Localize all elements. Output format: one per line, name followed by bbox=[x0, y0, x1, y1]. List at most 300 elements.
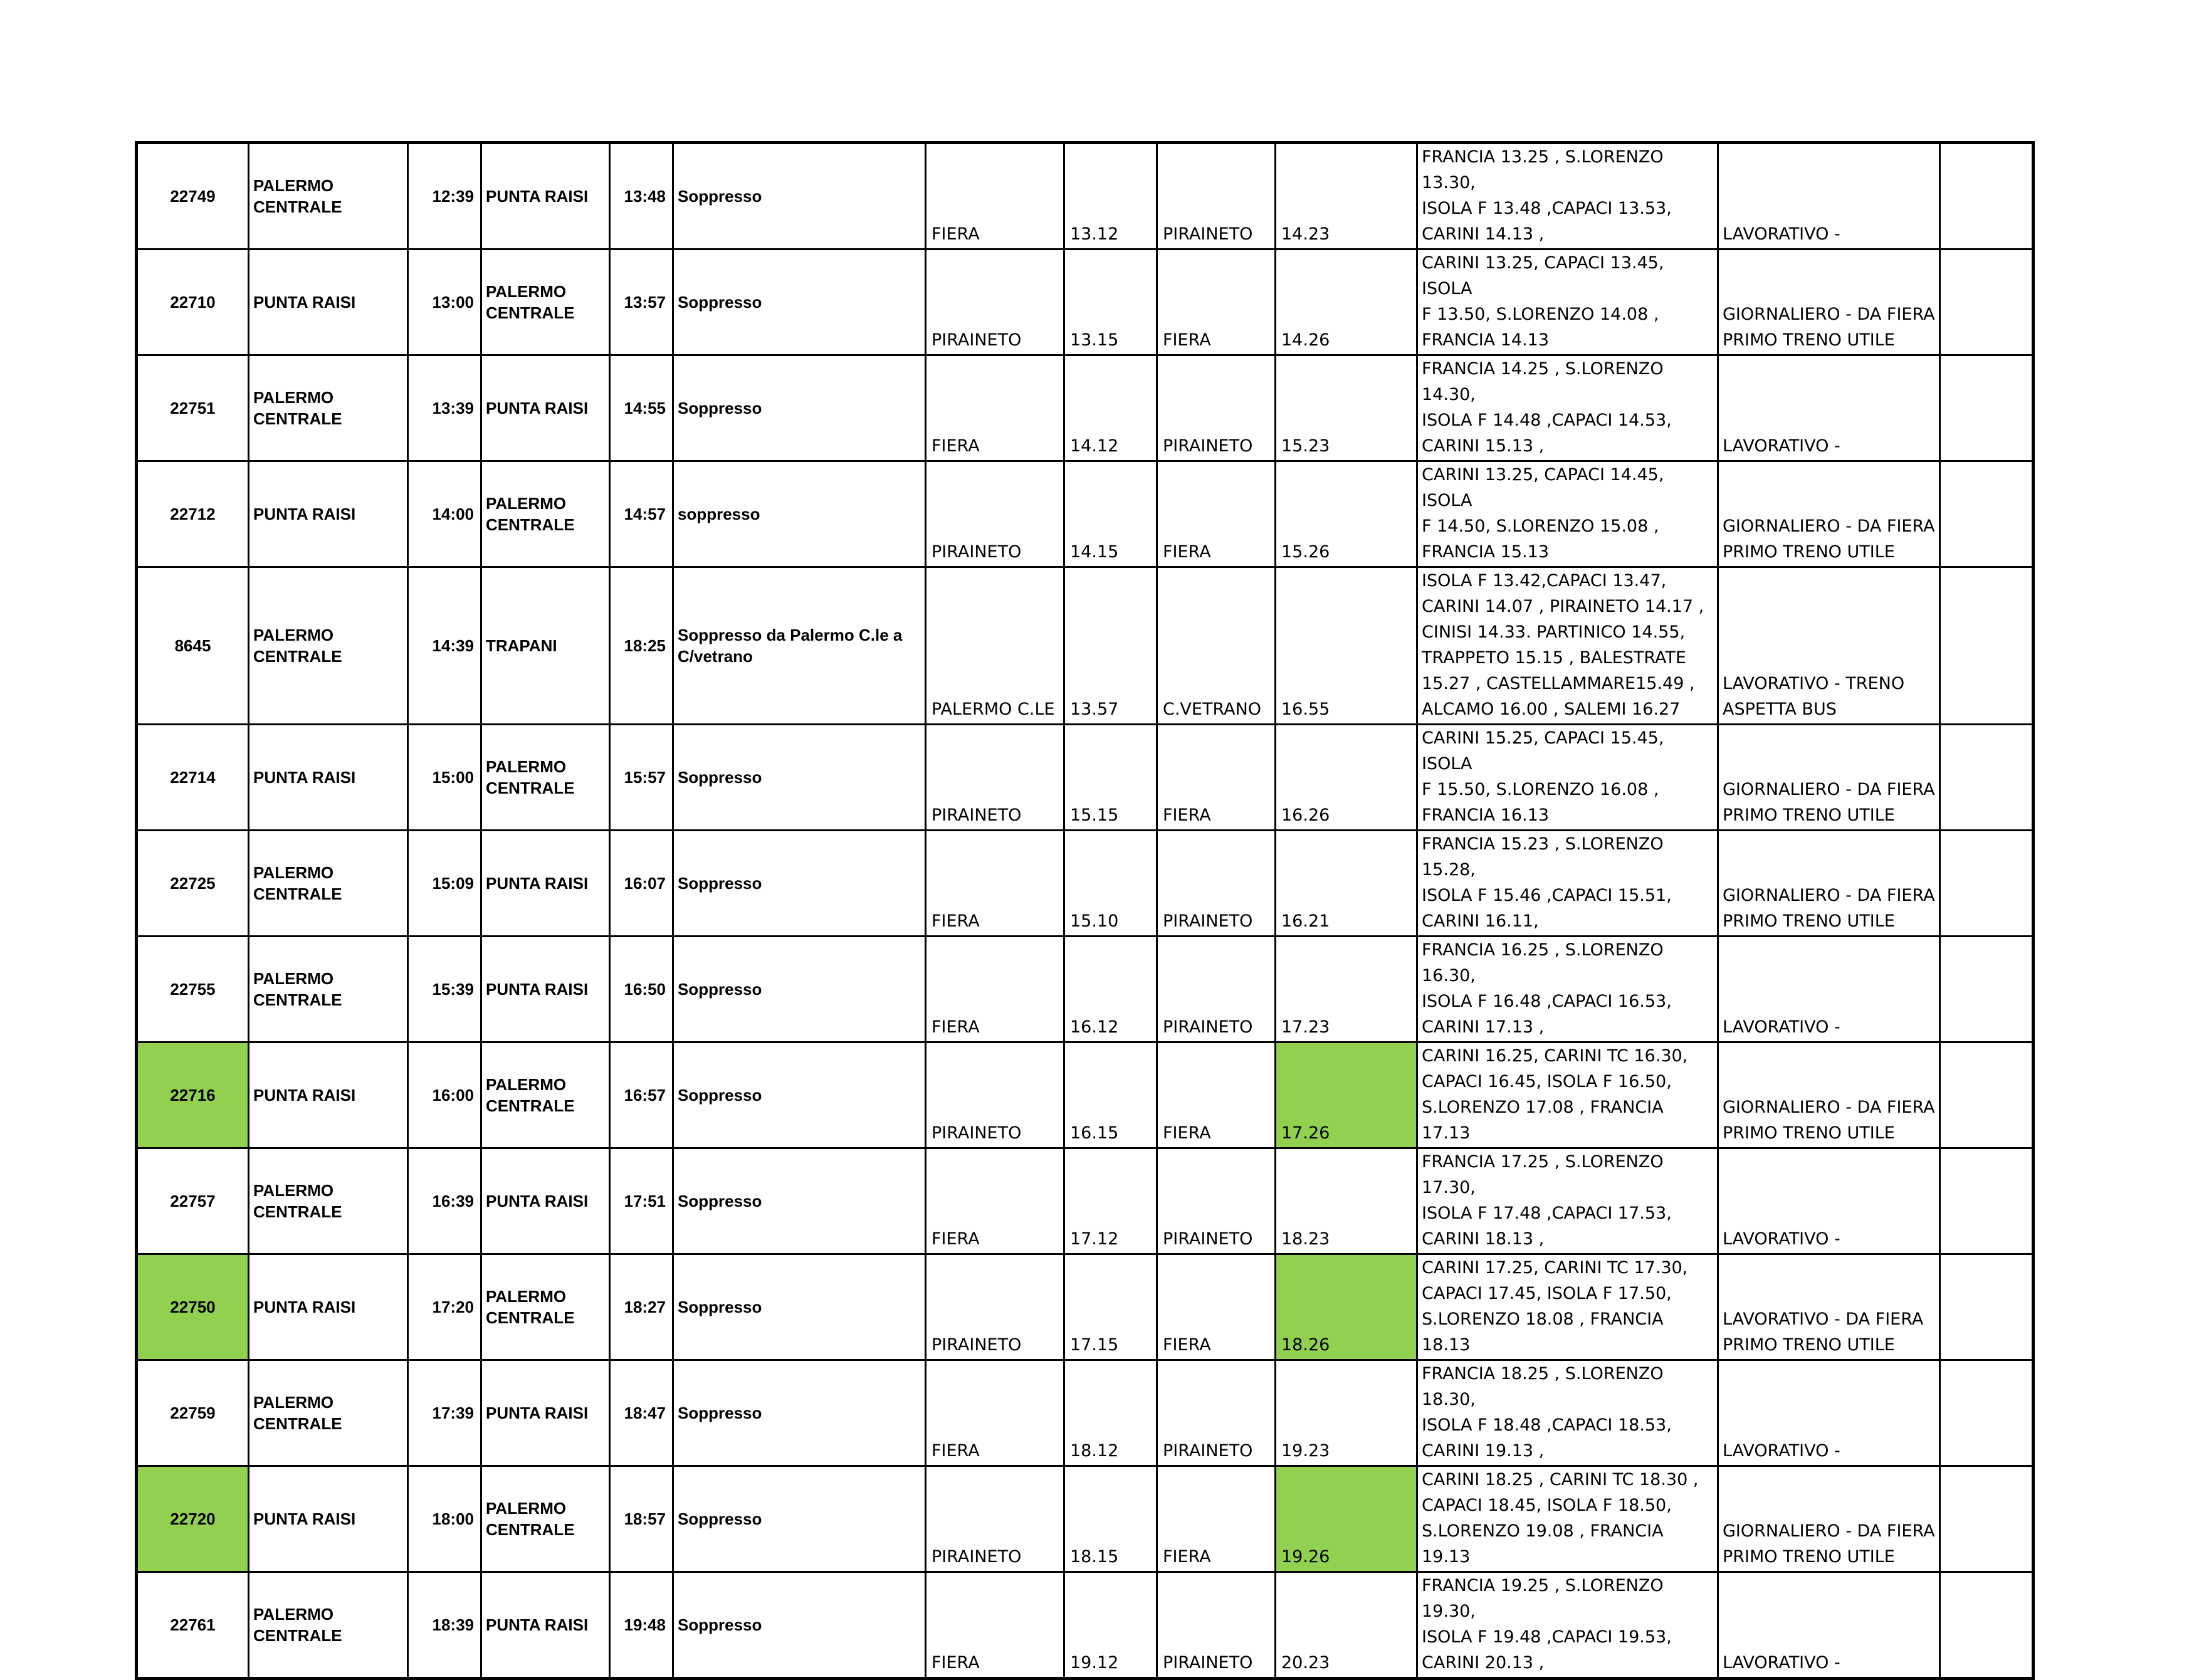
service-notes bbox=[1718, 143, 1940, 249]
bus-destination bbox=[1157, 1572, 1276, 1679]
arrival-time-text: 16:50 bbox=[624, 980, 666, 999]
bus-origin bbox=[926, 1572, 1064, 1679]
status-text-text: Soppresso bbox=[678, 1509, 762, 1528]
bus-departure bbox=[1064, 1572, 1157, 1679]
bus-stops bbox=[1417, 1254, 1718, 1360]
train-number-text: 22755 bbox=[170, 980, 216, 999]
destination-station bbox=[481, 937, 610, 1042]
origin-station-text: PUNTA RAISI bbox=[253, 293, 356, 312]
origin-station bbox=[249, 355, 408, 461]
status-text bbox=[673, 567, 926, 725]
bus-arrival-text: 14.26 bbox=[1281, 330, 1330, 350]
destination-station-text: PALERMO CENTRALE bbox=[486, 1287, 575, 1327]
bus-destination bbox=[1157, 143, 1276, 249]
bus-departure bbox=[1064, 831, 1157, 937]
bus-departure-text: 18.15 bbox=[1070, 1547, 1119, 1567]
bus-stops-text: FRANCIA 14.25 , S.LORENZO 14.30, ISOLA F 14.48 ,CAPACI 14.53, CARINI 15.13 , bbox=[1422, 359, 1672, 456]
arrival-time-text: 16:57 bbox=[624, 1086, 666, 1105]
bus-stops-text: CARINI 15.25, CAPACI 15.45, ISOLA F 15.50, S.LORENZO 16.08 , FRANCIA 16.13 bbox=[1422, 728, 1664, 825]
departure-time bbox=[408, 1042, 481, 1148]
service-notes-text: LAVORATIVO - bbox=[1723, 436, 1840, 456]
extra-cell bbox=[1940, 567, 2034, 725]
bus-stops bbox=[1417, 249, 1718, 355]
extra-cell bbox=[1940, 937, 2034, 1042]
status-text bbox=[673, 1572, 926, 1679]
destination-station bbox=[481, 1148, 610, 1254]
bus-destination-text: PIRAINETO bbox=[1163, 436, 1253, 456]
bus-arrival-text: 14.23 bbox=[1281, 224, 1330, 244]
timetable-body bbox=[137, 143, 2034, 1679]
train-number-text: 22714 bbox=[170, 768, 216, 787]
arrival-time bbox=[610, 355, 673, 461]
status-text-text: Soppresso bbox=[678, 1404, 762, 1422]
bus-destination-text: FIERA bbox=[1163, 330, 1211, 350]
arrival-time bbox=[610, 143, 673, 249]
train-number bbox=[137, 1466, 249, 1572]
table-row bbox=[137, 1254, 2034, 1360]
arrival-time bbox=[610, 1148, 673, 1254]
departure-time-text: 17:20 bbox=[432, 1298, 474, 1316]
bus-departure bbox=[1064, 1254, 1157, 1360]
status-text bbox=[673, 1148, 926, 1254]
table-row bbox=[137, 1148, 2034, 1254]
service-notes-text: GIORNALIERO - DA FIERA PRIMO TRENO UTILE bbox=[1723, 1521, 1935, 1567]
bus-arrival bbox=[1276, 1466, 1417, 1572]
origin-station-text: PALERMO CENTRALE bbox=[253, 388, 342, 428]
extra-cell bbox=[1940, 143, 2034, 249]
origin-station bbox=[249, 831, 408, 937]
bus-departure-text: 13.57 bbox=[1070, 700, 1119, 719]
bus-destination-text: FIERA bbox=[1163, 1547, 1211, 1567]
bus-origin bbox=[926, 1466, 1064, 1572]
train-number bbox=[137, 1572, 249, 1679]
service-notes bbox=[1718, 461, 1940, 567]
bus-stops-text: FRANCIA 16.25 , S.LORENZO 16.30, ISOLA F 16.48 ,CAPACI 16.53, CARINI 17.13 , bbox=[1422, 940, 1672, 1037]
bus-destination-text: PIRAINETO bbox=[1163, 1017, 1253, 1037]
train-number bbox=[137, 461, 249, 567]
arrival-time bbox=[610, 1466, 673, 1572]
bus-departure-text: 13.12 bbox=[1070, 224, 1119, 244]
train-number bbox=[137, 937, 249, 1042]
origin-station bbox=[249, 461, 408, 567]
table-row bbox=[137, 143, 2034, 249]
train-number-text: 22757 bbox=[170, 1192, 216, 1210]
bus-stops-text: ISOLA F 13.42,CAPACI 13.47, CARINI 14.07 , PIRAINETO 14.17 , CINISI 14.33. PARTINICO 14.55, TRAPPETO 15.15 , BALESTRATE 15.27 , CASTELLAMMARE15.49 , ALCAMO 16.00 , SALEMI 16.27 bbox=[1422, 571, 1704, 719]
origin-station-text: PUNTA RAISI bbox=[253, 1086, 356, 1105]
arrival-time-text: 13:57 bbox=[624, 293, 666, 312]
destination-station-text: PALERMO CENTRALE bbox=[486, 1499, 575, 1539]
status-text-text: Soppresso bbox=[678, 874, 762, 893]
status-text-text: Soppresso bbox=[678, 1192, 762, 1210]
bus-arrival bbox=[1276, 355, 1417, 461]
arrival-time bbox=[610, 831, 673, 937]
bus-arrival bbox=[1276, 725, 1417, 831]
origin-station-text: PALERMO CENTRALE bbox=[253, 969, 342, 1009]
bus-destination bbox=[1157, 1148, 1276, 1254]
destination-station-text: PUNTA RAISI bbox=[486, 980, 589, 999]
bus-origin-text: FIERA bbox=[932, 1017, 980, 1037]
bus-origin-text: FIERA bbox=[932, 436, 980, 456]
service-notes bbox=[1718, 1254, 1940, 1360]
origin-station-text: PALERMO CENTRALE bbox=[253, 1605, 342, 1645]
status-text-text: soppresso bbox=[678, 505, 760, 523]
destination-station bbox=[481, 143, 610, 249]
bus-stops bbox=[1417, 725, 1718, 831]
bus-stops-text: CARINI 17.25, CARINI TC 17.30, CAPACI 17.45, ISOLA F 17.50, S.LORENZO 18.08 , FRANCIA 18.13 bbox=[1422, 1258, 1688, 1355]
destination-station bbox=[481, 567, 610, 725]
service-notes bbox=[1718, 355, 1940, 461]
bus-stops-text: CARINI 13.25, CAPACI 13.45, ISOLA F 13.50, S.LORENZO 14.08 , FRANCIA 14.13 bbox=[1422, 253, 1664, 350]
bus-destination-text: PIRAINETO bbox=[1163, 1229, 1253, 1249]
bus-stops-text: CARINI 13.25, CAPACI 14.45, ISOLA F 14.50, S.LORENZO 15.08 , FRANCIA 15.13 bbox=[1422, 465, 1664, 562]
bus-stops-text: FRANCIA 19.25 , S.LORENZO 19.30, ISOLA F 19.48 ,CAPACI 19.53, CARINI 20.13 , bbox=[1422, 1576, 1672, 1672]
table-row bbox=[137, 1572, 2034, 1679]
bus-departure-text: 18.12 bbox=[1070, 1441, 1119, 1461]
bus-origin bbox=[926, 937, 1064, 1042]
destination-station bbox=[481, 1572, 610, 1679]
bus-departure bbox=[1064, 1148, 1157, 1254]
extra-cell bbox=[1940, 725, 2034, 831]
origin-station-text: PALERMO CENTRALE bbox=[253, 1181, 342, 1221]
arrival-time bbox=[610, 1360, 673, 1466]
bus-origin-text: FIERA bbox=[932, 1653, 980, 1672]
table-row bbox=[137, 1042, 2034, 1148]
status-text-text: Soppresso bbox=[678, 768, 762, 787]
train-number bbox=[137, 725, 249, 831]
destination-station-text: PUNTA RAISI bbox=[486, 1192, 589, 1210]
table-row bbox=[137, 1466, 2034, 1572]
bus-origin-text: PIRAINETO bbox=[932, 330, 1022, 350]
bus-departure-text: 15.15 bbox=[1070, 806, 1119, 825]
bus-arrival bbox=[1276, 249, 1417, 355]
departure-time bbox=[408, 1466, 481, 1572]
service-notes-text: LAVORATIVO - bbox=[1723, 1017, 1840, 1037]
destination-station bbox=[481, 831, 610, 937]
extra-cell bbox=[1940, 1148, 2034, 1254]
departure-time bbox=[408, 1572, 481, 1679]
bus-departure-text: 14.15 bbox=[1070, 542, 1119, 562]
bus-destination-text: FIERA bbox=[1163, 806, 1211, 825]
bus-origin-text: FIERA bbox=[932, 1441, 980, 1461]
train-number-text: 22751 bbox=[170, 399, 216, 417]
bus-origin-text: FIERA bbox=[932, 911, 980, 931]
service-notes bbox=[1718, 1148, 1940, 1254]
origin-station-text: PUNTA RAISI bbox=[253, 505, 356, 523]
status-text bbox=[673, 1360, 926, 1466]
origin-station-text: PUNTA RAISI bbox=[253, 1509, 356, 1528]
bus-stops bbox=[1417, 355, 1718, 461]
status-text-text: Soppresso bbox=[678, 1298, 762, 1316]
status-text bbox=[673, 143, 926, 249]
bus-destination-text: PIRAINETO bbox=[1163, 1441, 1253, 1461]
origin-station bbox=[249, 567, 408, 725]
service-notes-text: GIORNALIERO - DA FIERA PRIMO TRENO UTILE bbox=[1723, 1098, 1935, 1143]
train-number-text: 22710 bbox=[170, 293, 216, 312]
departure-time bbox=[408, 1360, 481, 1466]
bus-destination bbox=[1157, 1360, 1276, 1466]
bus-departure bbox=[1064, 355, 1157, 461]
train-number-text: 22716 bbox=[170, 1086, 216, 1105]
bus-stops-text: FRANCIA 15.23 , S.LORENZO 15.28, ISOLA F 15.46 ,CAPACI 15.51, CARINI 16.11, bbox=[1422, 834, 1672, 931]
departure-time bbox=[408, 567, 481, 725]
bus-stops bbox=[1417, 1360, 1718, 1466]
bus-stops bbox=[1417, 143, 1718, 249]
bus-destination bbox=[1157, 1466, 1276, 1572]
arrival-time-text: 19:48 bbox=[624, 1615, 666, 1634]
table-row bbox=[137, 937, 2034, 1042]
departure-time-text: 12:39 bbox=[432, 187, 474, 206]
bus-destination-text: FIERA bbox=[1163, 542, 1211, 562]
bus-departure bbox=[1064, 1466, 1157, 1572]
service-notes bbox=[1718, 1572, 1940, 1679]
origin-station-text: PALERMO CENTRALE bbox=[253, 626, 342, 666]
timetable bbox=[135, 141, 2035, 1680]
bus-origin-text: FIERA bbox=[932, 224, 980, 244]
origin-station-text: PUNTA RAISI bbox=[253, 1298, 356, 1316]
departure-time-text: 16:39 bbox=[432, 1192, 474, 1210]
origin-station-text: PUNTA RAISI bbox=[253, 768, 356, 787]
departure-time-text: 13:00 bbox=[432, 293, 474, 312]
destination-station bbox=[481, 725, 610, 831]
bus-departure-text: 17.12 bbox=[1070, 1229, 1119, 1249]
arrival-time bbox=[610, 567, 673, 725]
bus-departure-text: 17.15 bbox=[1070, 1335, 1119, 1355]
bus-arrival bbox=[1276, 1148, 1417, 1254]
bus-destination bbox=[1157, 725, 1276, 831]
extra-cell bbox=[1940, 1360, 2034, 1466]
bus-arrival bbox=[1276, 831, 1417, 937]
table-row bbox=[137, 249, 2034, 355]
status-text-text: Soppresso bbox=[678, 1086, 762, 1105]
origin-station bbox=[249, 1572, 408, 1679]
destination-station-text: PALERMO CENTRALE bbox=[486, 1075, 575, 1115]
extra-cell bbox=[1940, 461, 2034, 567]
train-number bbox=[137, 831, 249, 937]
destination-station bbox=[481, 1466, 610, 1572]
departure-time-text: 17:39 bbox=[432, 1404, 474, 1422]
departure-time bbox=[408, 937, 481, 1042]
bus-departure-text: 16.15 bbox=[1070, 1123, 1119, 1143]
departure-time bbox=[408, 143, 481, 249]
train-number-text: 22725 bbox=[170, 874, 216, 893]
origin-station bbox=[249, 937, 408, 1042]
bus-stops-text: FRANCIA 18.25 , S.LORENZO 18.30, ISOLA F 18.48 ,CAPACI 18.53, CARINI 19.13 , bbox=[1422, 1364, 1672, 1461]
arrival-time bbox=[610, 1042, 673, 1148]
arrival-time bbox=[610, 249, 673, 355]
departure-time-text: 16:00 bbox=[432, 1086, 474, 1105]
destination-station-text: TRAPANI bbox=[486, 636, 557, 655]
train-number bbox=[137, 249, 249, 355]
arrival-time-text: 15:57 bbox=[624, 768, 666, 787]
origin-station bbox=[249, 249, 408, 355]
arrival-time-text: 18:25 bbox=[624, 636, 666, 655]
status-text bbox=[673, 725, 926, 831]
service-notes-text: LAVORATIVO - bbox=[1723, 1441, 1840, 1461]
bus-arrival bbox=[1276, 1360, 1417, 1466]
bus-origin-text: FIERA bbox=[932, 1229, 980, 1249]
service-notes bbox=[1718, 567, 1940, 725]
status-text bbox=[673, 461, 926, 567]
bus-origin-text: PIRAINETO bbox=[932, 806, 1022, 825]
arrival-time-text: 18:57 bbox=[624, 1509, 666, 1528]
bus-stops-text: FRANCIA 13.25 , S.LORENZO 13.30, ISOLA F 13.48 ,CAPACI 13.53, CARINI 14.13 , bbox=[1422, 147, 1672, 244]
bus-departure bbox=[1064, 567, 1157, 725]
table-row bbox=[137, 831, 2034, 937]
bus-arrival-text: 18.26 bbox=[1281, 1335, 1330, 1355]
status-text-text: Soppresso bbox=[678, 399, 762, 417]
extra-cell bbox=[1940, 249, 2034, 355]
bus-origin bbox=[926, 831, 1064, 937]
bus-stops bbox=[1417, 1572, 1718, 1679]
bus-departure bbox=[1064, 1360, 1157, 1466]
bus-arrival bbox=[1276, 1254, 1417, 1360]
bus-arrival bbox=[1276, 1042, 1417, 1148]
bus-destination bbox=[1157, 249, 1276, 355]
bus-stops bbox=[1417, 461, 1718, 567]
departure-time bbox=[408, 461, 481, 567]
bus-stops bbox=[1417, 937, 1718, 1042]
table-row bbox=[137, 355, 2034, 461]
bus-arrival-text: 18.23 bbox=[1281, 1229, 1330, 1249]
bus-departure-text: 14.12 bbox=[1070, 436, 1119, 456]
bus-arrival-text: 16.55 bbox=[1281, 700, 1330, 719]
bus-arrival-text: 15.26 bbox=[1281, 542, 1330, 562]
departure-time-text: 14:00 bbox=[432, 505, 474, 523]
bus-origin-text: PIRAINETO bbox=[932, 1123, 1022, 1143]
service-notes-text: GIORNALIERO - DA FIERA PRIMO TRENO UTILE bbox=[1723, 305, 1935, 350]
bus-destination bbox=[1157, 461, 1276, 567]
service-notes-text: LAVORATIVO - bbox=[1723, 1653, 1840, 1672]
bus-departure bbox=[1064, 725, 1157, 831]
service-notes bbox=[1718, 831, 1940, 937]
bus-stops bbox=[1417, 567, 1718, 725]
bus-origin bbox=[926, 355, 1064, 461]
arrival-time-text: 18:27 bbox=[624, 1298, 666, 1316]
arrival-time-text: 18:47 bbox=[624, 1404, 666, 1422]
train-number bbox=[137, 567, 249, 725]
bus-origin bbox=[926, 1360, 1064, 1466]
destination-station-text: PUNTA RAISI bbox=[486, 1615, 589, 1634]
bus-stops bbox=[1417, 831, 1718, 937]
origin-station bbox=[249, 1360, 408, 1466]
service-notes bbox=[1718, 725, 1940, 831]
status-text-text: Soppresso da Palermo C.le a C/vetrano bbox=[678, 626, 903, 666]
bus-stops bbox=[1417, 1148, 1718, 1254]
train-number bbox=[137, 1360, 249, 1466]
arrival-time-text: 16:07 bbox=[624, 874, 666, 893]
arrival-time-text: 14:55 bbox=[624, 399, 666, 417]
bus-departure bbox=[1064, 249, 1157, 355]
extra-cell bbox=[1940, 1466, 2034, 1572]
service-notes-text: LAVORATIVO - bbox=[1723, 1229, 1840, 1249]
bus-stops-text: FRANCIA 17.25 , S.LORENZO 17.30, ISOLA F 17.48 ,CAPACI 17.53, CARINI 18.13 , bbox=[1422, 1152, 1672, 1249]
bus-destination-text: FIERA bbox=[1163, 1335, 1211, 1355]
bus-origin bbox=[926, 567, 1064, 725]
train-number-text: 22712 bbox=[170, 505, 216, 523]
bus-departure bbox=[1064, 1042, 1157, 1148]
status-text-text: Soppresso bbox=[678, 980, 762, 999]
arrival-time-text: 17:51 bbox=[624, 1192, 666, 1210]
service-notes bbox=[1718, 249, 1940, 355]
status-text bbox=[673, 831, 926, 937]
train-number bbox=[137, 355, 249, 461]
destination-station bbox=[481, 1360, 610, 1466]
service-notes bbox=[1718, 1042, 1940, 1148]
origin-station-text: PALERMO CENTRALE bbox=[253, 176, 342, 216]
destination-station bbox=[481, 1042, 610, 1148]
departure-time-text: 14:39 bbox=[432, 636, 474, 655]
bus-departure bbox=[1064, 143, 1157, 249]
train-number bbox=[137, 143, 249, 249]
table-row bbox=[137, 461, 2034, 567]
status-text bbox=[673, 1254, 926, 1360]
bus-arrival bbox=[1276, 461, 1417, 567]
departure-time-text: 13:39 bbox=[432, 399, 474, 417]
arrival-time bbox=[610, 1572, 673, 1679]
destination-station bbox=[481, 461, 610, 567]
service-notes-text: LAVORATIVO - TRENO ASPETTA BUS bbox=[1723, 674, 1905, 719]
service-notes bbox=[1718, 1466, 1940, 1572]
arrival-time bbox=[610, 725, 673, 831]
status-text bbox=[673, 937, 926, 1042]
bus-origin bbox=[926, 1148, 1064, 1254]
destination-station-text: PALERMO CENTRALE bbox=[486, 757, 575, 797]
bus-arrival-text: 15.23 bbox=[1281, 436, 1330, 456]
extra-cell bbox=[1940, 355, 2034, 461]
train-number bbox=[137, 1148, 249, 1254]
departure-time bbox=[408, 831, 481, 937]
bus-stops-text: CARINI 18.25 , CARINI TC 18.30 , CAPACI 18.45, ISOLA F 18.50, S.LORENZO 19.08 , FRANCIA 19.13 bbox=[1422, 1470, 1699, 1567]
bus-origin-text: PIRAINETO bbox=[932, 1335, 1022, 1355]
origin-station bbox=[249, 1148, 408, 1254]
origin-station bbox=[249, 1466, 408, 1572]
destination-station-text: PALERMO CENTRALE bbox=[486, 282, 575, 322]
arrival-time-text: 14:57 bbox=[624, 505, 666, 523]
bus-origin bbox=[926, 461, 1064, 567]
status-text-text: Soppresso bbox=[678, 1615, 762, 1634]
service-notes-text: LAVORATIVO - bbox=[1723, 224, 1840, 244]
status-text bbox=[673, 249, 926, 355]
bus-arrival-text: 19.26 bbox=[1281, 1547, 1330, 1567]
train-number bbox=[137, 1042, 249, 1148]
departure-time-text: 18:39 bbox=[432, 1615, 474, 1634]
departure-time-text: 15:00 bbox=[432, 768, 474, 787]
bus-destination bbox=[1157, 831, 1276, 937]
destination-station-text: PUNTA RAISI bbox=[486, 399, 589, 417]
table-row bbox=[137, 1360, 2034, 1466]
service-notes-text: GIORNALIERO - DA FIERA PRIMO TRENO UTILE bbox=[1723, 517, 1935, 562]
extra-cell bbox=[1940, 1254, 2034, 1360]
arrival-time bbox=[610, 461, 673, 567]
train-number-text: 22749 bbox=[170, 187, 216, 206]
destination-station-text: PUNTA RAISI bbox=[486, 874, 589, 893]
bus-arrival-text: 16.26 bbox=[1281, 806, 1330, 825]
origin-station bbox=[249, 725, 408, 831]
bus-departure-text: 16.12 bbox=[1070, 1017, 1119, 1037]
bus-destination-text: C.VETRANO bbox=[1163, 700, 1262, 719]
bus-arrival bbox=[1276, 567, 1417, 725]
train-number-text: 8645 bbox=[174, 636, 211, 655]
departure-time-text: 15:09 bbox=[432, 874, 474, 893]
bus-arrival-text: 17.26 bbox=[1281, 1123, 1330, 1143]
bus-arrival bbox=[1276, 937, 1417, 1042]
bus-arrival-text: 20.23 bbox=[1281, 1653, 1330, 1672]
departure-time bbox=[408, 1254, 481, 1360]
bus-arrival-text: 17.23 bbox=[1281, 1017, 1330, 1037]
service-notes bbox=[1718, 937, 1940, 1042]
service-notes bbox=[1718, 1360, 1940, 1466]
departure-time bbox=[408, 355, 481, 461]
